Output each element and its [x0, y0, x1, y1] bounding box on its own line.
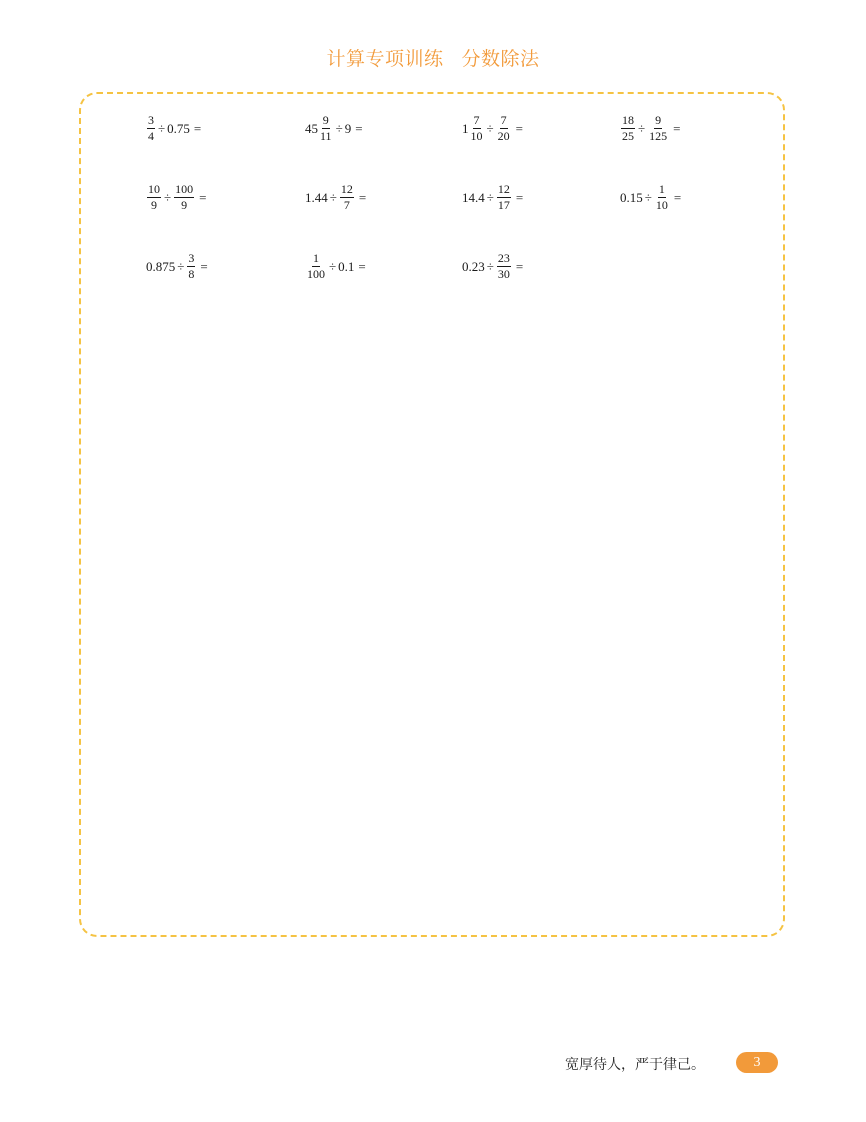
fraction-numerator: 12 — [497, 181, 510, 196]
fraction-denominator: 7 — [343, 197, 350, 212]
fraction-numerator: 18 — [622, 112, 634, 127]
number: 0.875 — [146, 258, 176, 274]
problem-item — [462, 181, 524, 212]
fraction — [648, 114, 668, 142]
number: 0.15 — [620, 189, 643, 205]
fraction-denominator: 10 — [470, 128, 483, 143]
fraction-numerator: 23 — [497, 250, 510, 265]
equals-sign: = — [358, 189, 367, 205]
fraction — [306, 252, 326, 280]
problem-item — [146, 250, 208, 281]
fraction — [655, 183, 669, 211]
fraction-numerator: 9 — [655, 112, 662, 127]
fraction — [470, 114, 484, 142]
equals-sign: = — [515, 189, 524, 205]
problem-item — [305, 250, 366, 281]
equals-sign: = — [199, 189, 207, 205]
fraction — [497, 252, 511, 280]
equals-sign: = — [358, 258, 366, 274]
number: 45 — [305, 120, 318, 136]
fraction — [340, 183, 354, 211]
fraction — [621, 114, 635, 142]
fraction-denominator: 11 — [320, 128, 332, 143]
fraction-numerator: 3 — [148, 112, 154, 127]
fraction — [174, 183, 194, 211]
division-sign: ÷ — [329, 258, 337, 274]
title-right: 分数除法 — [461, 48, 540, 70]
problem-item — [146, 112, 202, 143]
equals-sign: = — [673, 189, 682, 205]
problem-item — [620, 181, 682, 212]
division-sign: ÷ — [638, 120, 646, 136]
fraction-denominator: 4 — [148, 128, 154, 143]
equals-sign: = — [515, 258, 524, 274]
number: 0.23 — [462, 258, 485, 274]
fraction-numerator: 9 — [322, 112, 329, 127]
equals-sign: = — [515, 120, 523, 136]
equals-sign: = — [193, 120, 202, 136]
fraction-denominator: 10 — [655, 197, 668, 212]
division-sign: ÷ — [158, 120, 166, 136]
division-sign: ÷ — [486, 258, 494, 274]
division-sign: ÷ — [335, 120, 343, 136]
division-sign: ÷ — [329, 189, 337, 205]
fraction-denominator: 125 — [649, 128, 668, 143]
number: 1.44 — [305, 189, 328, 205]
number: 0.75 — [167, 120, 190, 136]
fraction — [187, 252, 195, 280]
fraction-numerator: 12 — [340, 181, 353, 196]
fraction-denominator: 25 — [622, 128, 634, 143]
problem-item — [305, 112, 363, 143]
number: 9 — [344, 120, 352, 136]
problem-item — [462, 250, 524, 281]
problem-item — [146, 181, 207, 212]
fraction-numerator: 7 — [500, 112, 507, 127]
fraction-denominator: 100 — [307, 266, 325, 281]
fraction — [319, 114, 333, 142]
fraction-numerator: 10 — [148, 181, 160, 196]
title-left: 计算专项训练 — [326, 48, 444, 70]
page-title — [0, 44, 866, 71]
fraction-denominator: 9 — [151, 197, 157, 212]
fraction-denominator: 17 — [497, 197, 510, 212]
fraction — [497, 114, 511, 142]
equals-sign: = — [200, 258, 208, 274]
fraction-numerator: 7 — [473, 112, 480, 127]
fraction-numerator: 1 — [313, 250, 319, 265]
fraction-denominator: 9 — [181, 197, 188, 212]
fraction-denominator: 20 — [497, 128, 510, 143]
number: 14.4 — [462, 189, 485, 205]
problem-item — [305, 181, 367, 212]
problem-item — [462, 112, 523, 143]
division-sign: ÷ — [177, 258, 185, 274]
fraction-denominator: 8 — [188, 266, 195, 281]
fraction — [147, 183, 161, 211]
problem-item — [620, 112, 681, 143]
division-sign: ÷ — [164, 189, 172, 205]
division-sign: ÷ — [486, 120, 494, 136]
fraction — [497, 183, 511, 211]
fraction-numerator: 3 — [188, 250, 195, 265]
page-number-badge: 3 — [736, 1052, 778, 1073]
exercise-box — [79, 92, 785, 937]
fraction-numerator: 100 — [175, 181, 194, 196]
equals-sign: = — [673, 120, 681, 136]
fraction — [147, 114, 155, 142]
number: 1 — [462, 120, 469, 136]
fraction-denominator: 30 — [497, 266, 510, 281]
number: 0.1 — [338, 258, 355, 274]
footer-motto: 宽厚待人，严于律己。 — [565, 1057, 705, 1073]
division-sign: ÷ — [644, 189, 652, 205]
division-sign: ÷ — [486, 189, 494, 205]
equals-sign: = — [355, 120, 363, 136]
fraction-numerator: 1 — [658, 181, 665, 196]
